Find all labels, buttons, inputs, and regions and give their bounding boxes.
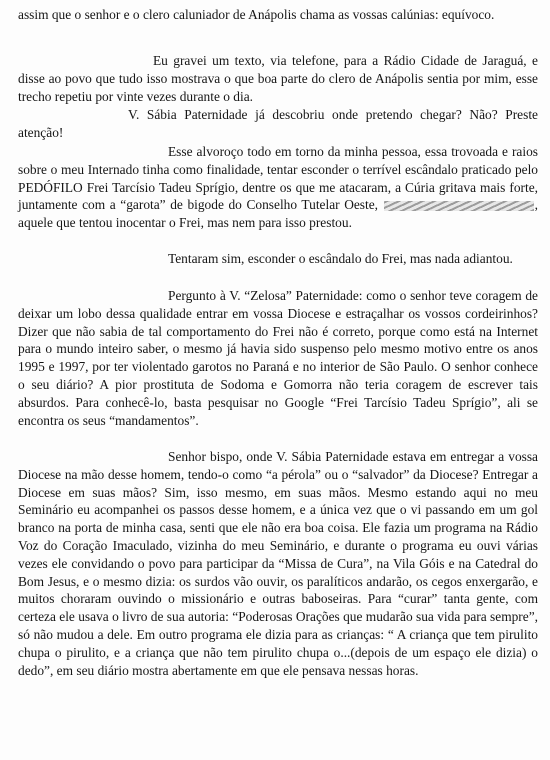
- paragraph-4-text: [18, 143, 538, 232]
- paragraph-3-text: V. Sábia Paternidade já descobriu onde pretendo chegar? Não? Preste atenção!: [18, 107, 538, 140]
- paragraph-2-text: Eu gravei um texto, via telefone, para a Rádio Cidade de Jaraguá, e disse ao povo que tudo isso mostrava o que boa parte do clero de Anápolis sentia por mim, esse trecho repetiu por vinte vezes durante o dia.: [18, 53, 538, 104]
- paragraph-4-after: , aquele que tentou inocentar o Frei, mas nem para isso prestou.: [18, 197, 539, 231]
- paragraph-7: [18, 448, 538, 679]
- paragraph-5: [18, 250, 538, 268]
- paragraph-6-text: Pergunto à V. “Zelosa” Paternidade: como o senhor teve coragem de deixar um lobo dessa qualidade entrar em vossa Diocese e estraçalhar os vossos cordeirinhos? Dizer que não sabia de tal comportamento do Frei não é correto, porque como está na Internet para o mundo inteiro saber, o mesmo já havia sido suspenso pelo mesmo motivo entre os anos 1995 e 1997, por ter violentado garotos no Paraná e no interior de São Paulo. O senhor conhece o seu diário? A pior prostituta de Sodoma e Gomorra não teria coragem de escrever tais absurdos. Para conhecê-lo, basta pesquisar no Google “Frei Tarcísio Tadeu Sprígio”, ali se encontra os seus “mandamentos”.: [18, 288, 538, 428]
- redacted-name: [384, 201, 534, 211]
- paragraph-5-text: Tentaram sim, esconder o escândalo do Frei, mas nada adiantou.: [168, 251, 513, 266]
- paragraph-6: [18, 287, 538, 429]
- paragraph-1-text: assim que o senhor e o clero caluniador de Anápolis chama as vossas calúnias: equívoco.: [18, 7, 495, 22]
- paragraph-3: [18, 106, 538, 142]
- paragraph-1: [18, 6, 538, 24]
- paragraph-7-text: Senhor bispo, onde V. Sábia Paternidade estava em entregar a vossa Diocese na mão desse homem, tendo-o como “a pérola” ou o “salvador” da Diocese? Entregar a Diocese em suas mãos? Sim, isso mesmo, em suas mãos. Mesmo estando aqui no meu Seminário eu acompanhei os passos desse homem, e a única vez que o vi passando em um gol branco na porta de minha casa, senti que ele não era boa coisa. Ele fazia um programa na Rádio Voz do Coração Imaculado, vizinha do meu Seminário, e durante o programa eu ouvi várias vezes ele convidando o povo para participar da “Missa de Cura”, na Vila Góis e na Catedral do Bom Jesus, e o mesmo dizia: os surdos vão ouvir, os paralíticos andarão, os cegos enxergarão, e muitos choraram ouvindo o missionário e outras baboseiras. Para “curar” tanta gente, com certeza ele usava o livro de sua autoria: “Poderosas Orações que mudarão sua vida para sempre”, só não mudou a dele. Em outro programa ele dizia para as crianças: “ A criança que tem pirulito chupa o pirulito, e a criança que não tem pirulito chupa o...(depois de um espaço ele dizia) o dedo”, em seu diário mostra abertamente em que ele pensava nessas horas.: [18, 449, 538, 678]
- paragraph-4-before: Esse alvoroço todo em torno da minha pessoa, essa trovoada e raios sobre o meu Internado tinha como finalidade, tentar esconder o terrível escândalo praticado pelo PEDÓFILO Frei Tarcísio Tadeu Sprígio, dentre os que me atacaram, a Cúria gritava mais forte, juntamente com a “garota” de bigode do Conselho Tutelar Oeste,: [18, 144, 538, 213]
- paragraph-2: [18, 52, 538, 105]
- paragraph-4: [18, 143, 538, 232]
